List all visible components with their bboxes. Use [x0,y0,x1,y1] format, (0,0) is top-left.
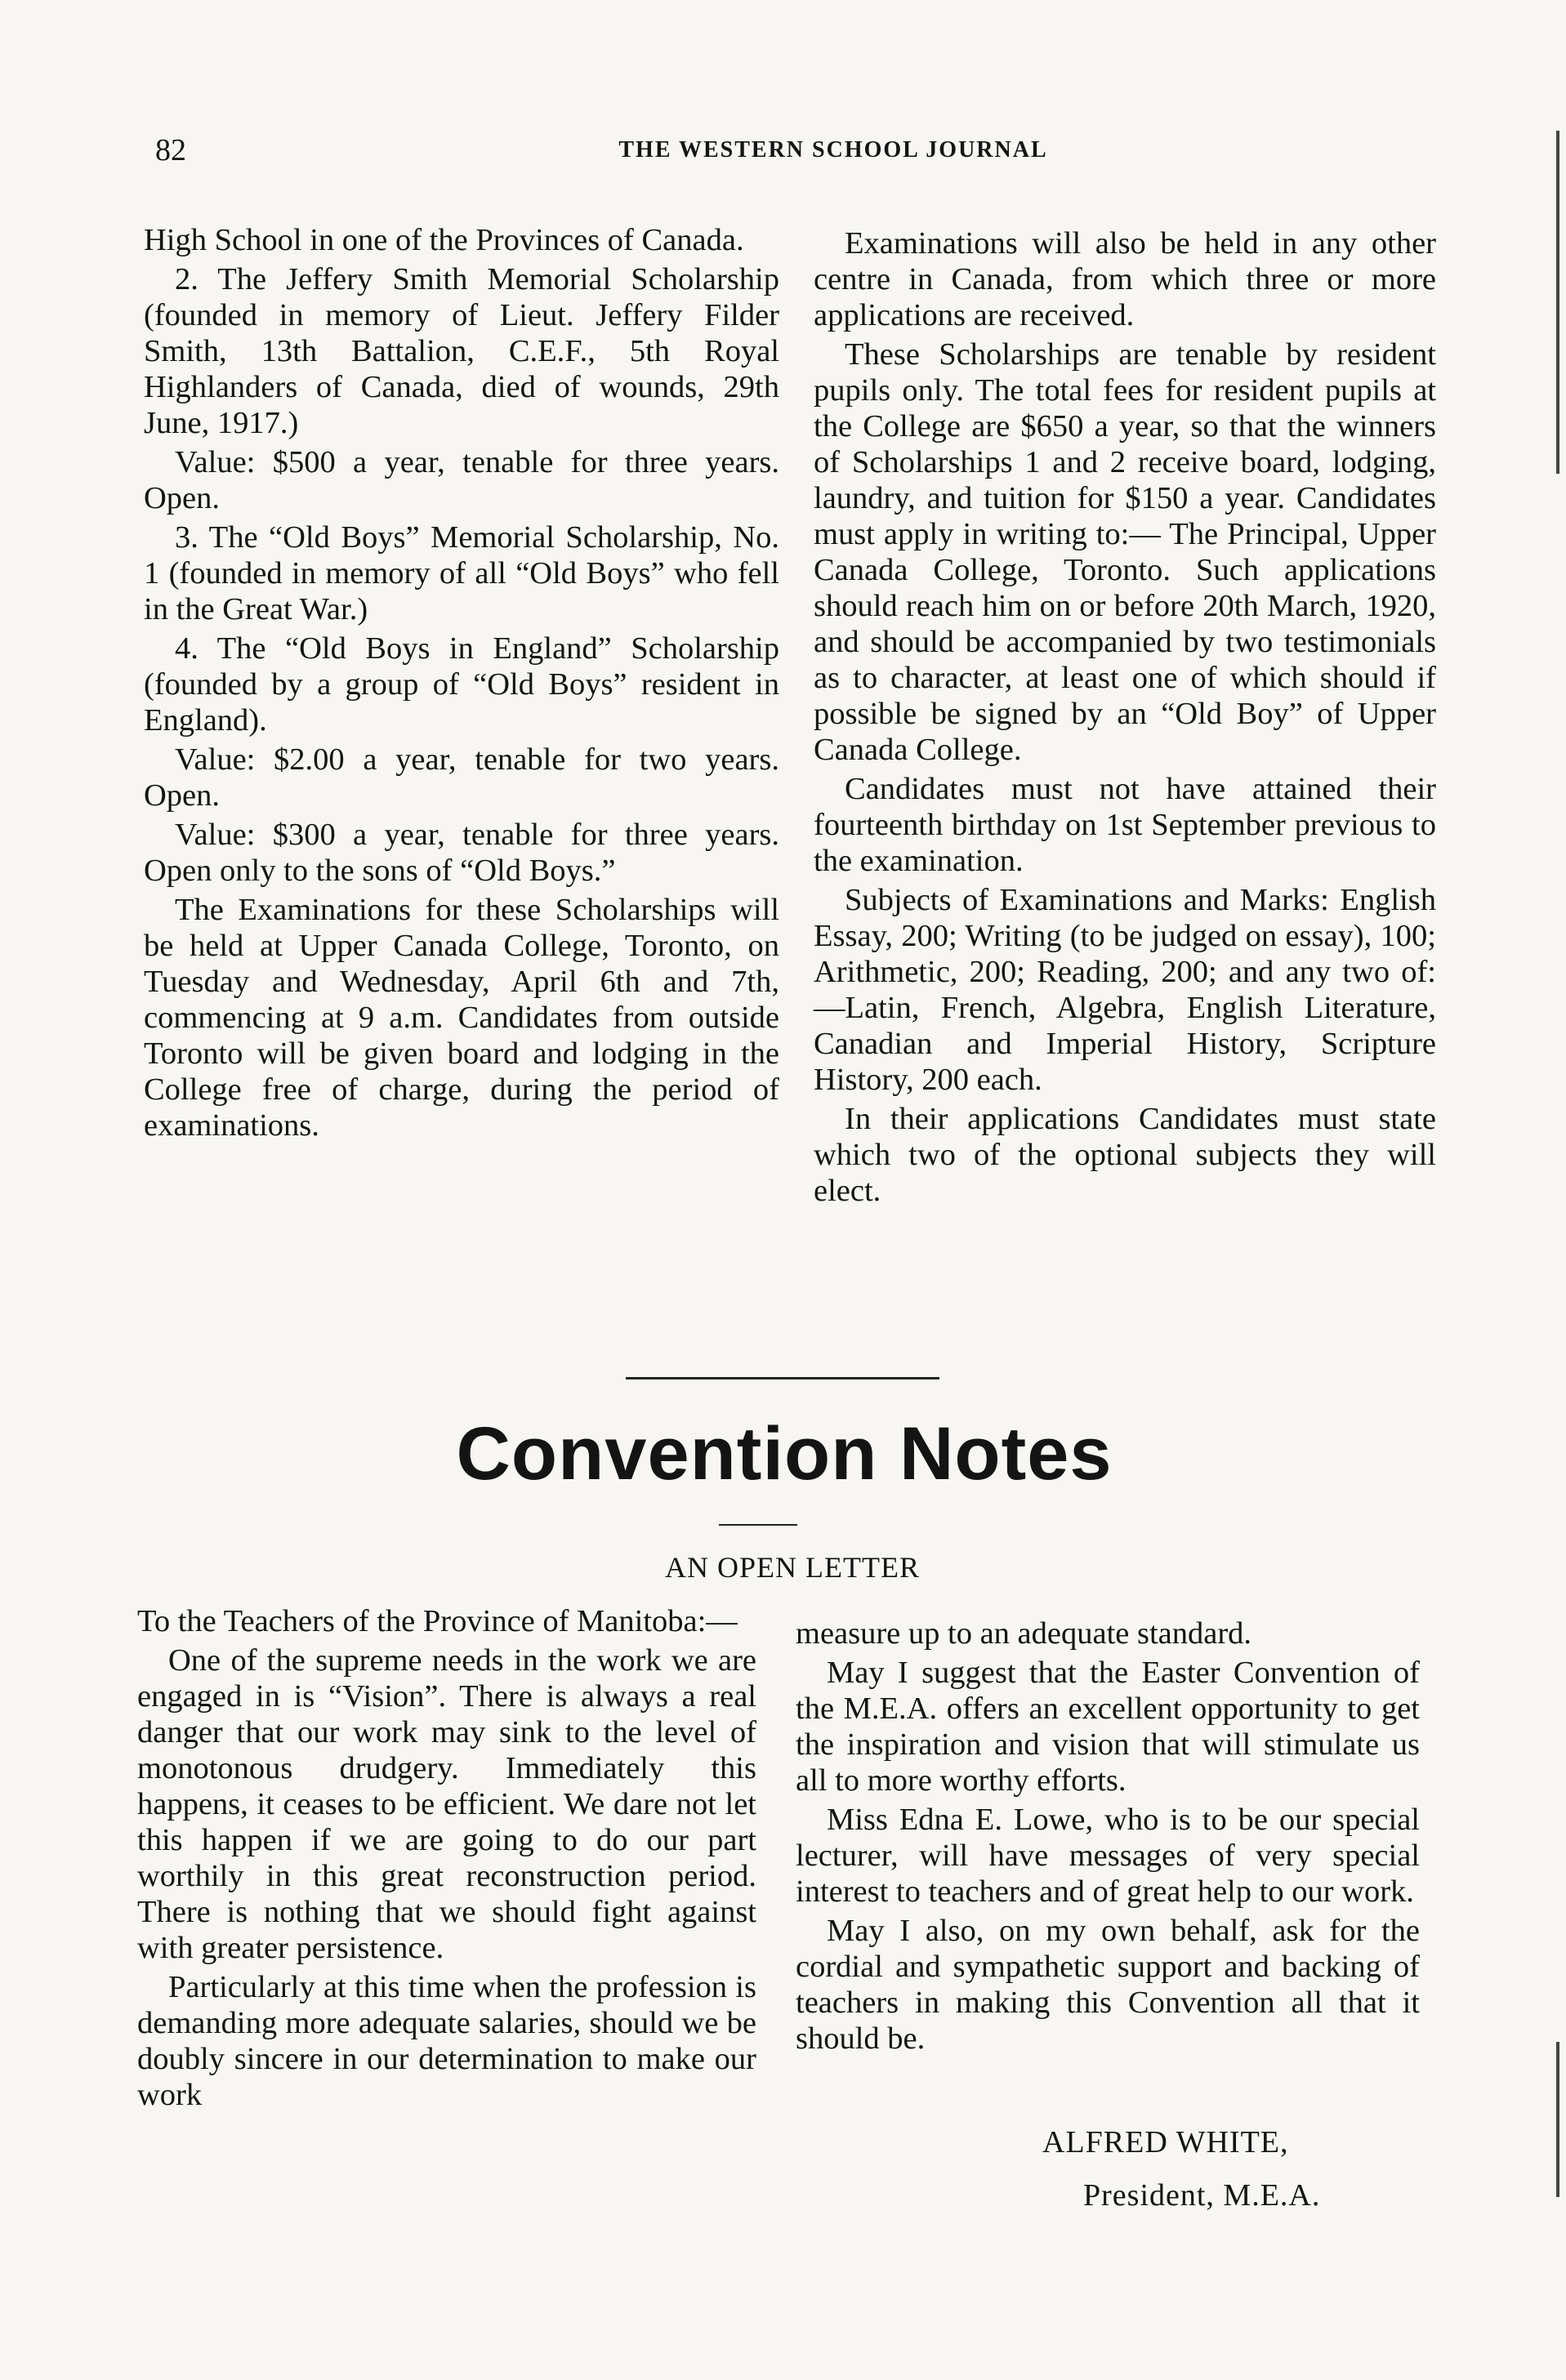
paragraph: measure up to an adequate standard. [796,1616,1252,1651]
paragraph: High School in one of the Provinces of Canada. [144,223,744,257]
paragraph: Value: $2.00 a year, tenable for two years. Open. [144,742,779,813]
paragraph: Value: $500 a year, tenable for three years. Open. [144,445,779,515]
scan-edge-mark [1556,2042,1559,2197]
paragraph: Subjects of Examinations and Marks: English Essay, 200; Writing (to be judged on essay), 100; Arithmetic, 200; Reading, 200; and any two of:—Latin, French, Algebra, English Literature, Canadian and Imperial History, Scripture History, 200 each. [814,883,1436,1097]
section-rule-mid [719,1524,797,1526]
scholarships-right-column [814,225,1436,1212]
section-rule-top [626,1377,939,1379]
paragraph: Candidates must not have attained their fourteenth birthday on 1st September previous to the examination. [814,772,1436,878]
salutation: To the Teachers of the Province of Manitoba:— [137,1604,738,1638]
paragraph: These Scholarships are tenable by resident pupils only. The total fees for resident pupils at the College are $650 a year, so that the winners of Scholarships 1 and 2 receive board, lodging, laundry, and tuition for $150 a year. Candidates must apply in writing to:— The Principal, Upper Canada College, Toronto. Such applications should reach him on or before 20th March, 1920, and should be accompanied by two testimonials as to character, at least one of which should if possible be signed by an “Old Boy” of Upper Canada College. [814,337,1436,767]
paragraph: The Examinations for these Scholarships will be held at Upper Canada College, Toronto, on Tuesday and Wednesday, April 6th and 7th, commencing at 9 a.m. Candidates from outside Toronto will be given board and lodging in the College free of charge, during the period of examinations. [144,893,779,1143]
paragraph: Examinations will also be held in any other centre in Canada, from which three or more applications are received. [814,226,1436,332]
signature-title: President, M.E.A. [1083,2178,1321,2213]
paragraph: May I also, on my own behalf, ask for the cordial and sympathetic support and backing of teachers in making this Convention all that it should be. [796,1914,1420,2056]
page-number: 82 [155,133,186,167]
paragraph: 2. The Jeffery Smith Memorial Scholarship (founded in memory of Lieut. Jeffery Filder Smith, 13th Battalion, C.E.F., 5th Royal Highlanders of Canada, died of wounds, 29th June, 1917.) [144,262,779,440]
letter-subheading: AN OPEN LETTER [665,1551,920,1584]
paragraph: Particularly at this time when the profession is demanding more adequate salaries, should we be doubly sincere in our determination to make our work [137,1970,756,2112]
section-heading: Convention Notes [456,1412,1113,1495]
scholarships-left-column [144,222,779,1147]
paragraph: One of the supreme needs in the work we are engaged in is “Vision”. There is always a real danger that our work may sink to the level of monotonous drudgery. Immediately this happens, it ceases to be efficient. We dare not let this happen if we are going to do our part worthily in this great reconstruction period. There is nothing that we should fight against with greater persistence. [137,1643,756,1965]
scan-edge-mark [1556,131,1559,474]
paragraph: Miss Edna E. Lowe, who is to be our special lecturer, will have messages of very special interest to teachers and of great help to our work. [796,1803,1420,1909]
paragraph: In their applications Candidates must state which two of the optional subjects they will elect. [814,1102,1436,1208]
paragraph: 3. The “Old Boys” Memorial Scholarship, No. 1 (founded in memory of all “Old Boys” who fell in the Great War.) [144,520,779,626]
letter-right-column [796,1616,1420,2060]
running-head: THE WESTERN SCHOOL JOURNAL [618,137,1048,163]
signature-name: ALFRED WHITE, [1042,2125,1289,2159]
paragraph: Value: $300 a year, tenable for three years. Open only to the sons of “Old Boys.” [144,818,779,888]
paragraph: 4. The “Old Boys in England” Scholarship (founded by a group of “Old Boys” resident in England). [144,631,779,738]
letter-left-column [137,1603,756,2116]
paragraph: May I suggest that the Easter Convention of the M.E.A. offers an excellent opportunity to get the inspiration and vision that will stimulate us all to more worthy efforts. [796,1656,1420,1798]
